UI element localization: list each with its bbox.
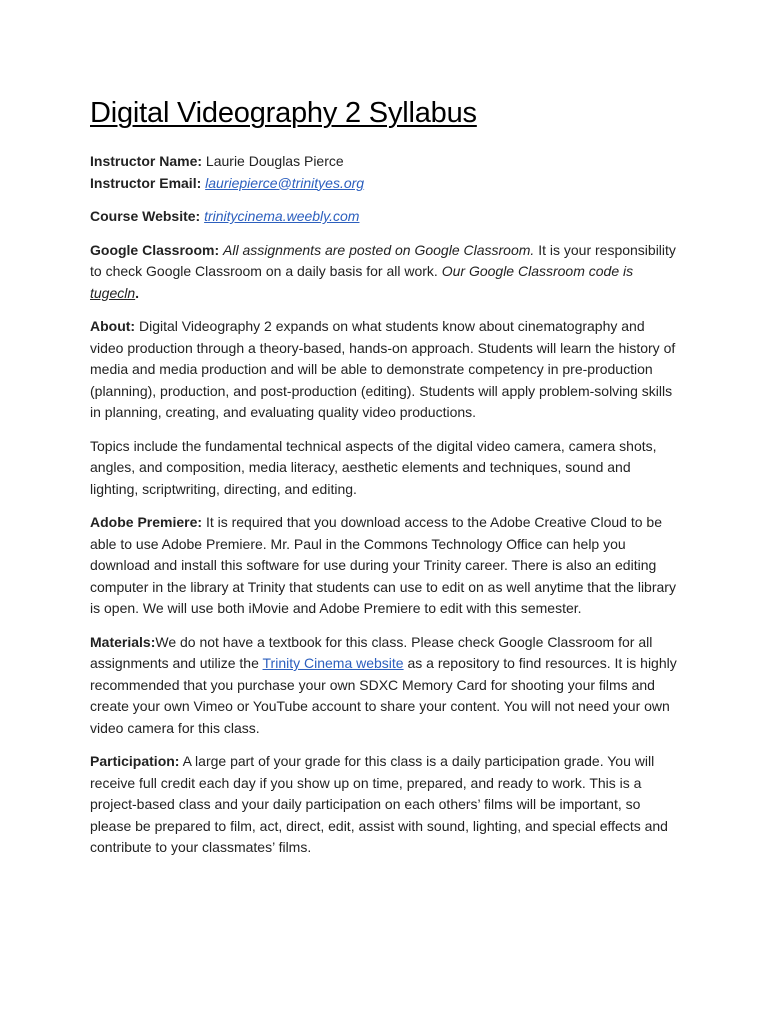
course-website-line (90, 206, 680, 228)
google-classroom-italic-1: All assignments are posted on Google Classroom. (223, 241, 535, 258)
google-classroom-code: tugecln (90, 284, 136, 301)
adobe-premiere-paragraph (90, 512, 680, 620)
topics-paragraph (90, 436, 680, 501)
adobe-premiere-label: Adobe Premiere: (90, 514, 203, 530)
google-classroom-paragraph (90, 240, 680, 305)
instructor-email-link[interactable]: lauriepierce@trinityes.org (205, 174, 365, 191)
materials-label: Materials: (90, 633, 156, 650)
topics-text: Topics include the fundamental technical aspects of the digital video camera, camera shots, angles, and composition, media literacy, aesthetic elements and techniques, sound and lighting, scriptwriting, directing, and editing. (90, 437, 657, 497)
about-paragraph (90, 316, 680, 424)
course-website-link[interactable]: trinitycinema.weebly.com (204, 208, 360, 224)
course-website-label: Course Website: (90, 208, 201, 224)
google-classroom-label: Google Classroom: (90, 241, 220, 258)
materials-text-2: as a repository to find resources. It is highly recommended that you purchase your own SDXC Memory Card for shooting your films and create your own Vimeo or YouTube account to share your content. You will not need your own video camera for this class. (90, 655, 677, 736)
about-label: About: (90, 318, 136, 334)
instructor-email-label: Instructor Email: (90, 174, 202, 191)
instructor-name-label: Instructor Name: (90, 153, 203, 169)
participation-paragraph (90, 751, 680, 859)
trinity-cinema-website-link[interactable]: Trinity Cinema website (262, 655, 404, 671)
instructor-email-line (90, 173, 680, 195)
syllabus-document (90, 95, 680, 871)
instructor-name-value: Laurie Douglas Pierce (205, 153, 344, 169)
google-classroom-end: . (135, 284, 140, 301)
about-text: Digital Videography 2 expands on what students know about cinematography and video production through a theory-based, hands-on approach. Students will learn the history of media and media production and will be able to demonstrate competency in pre-production (planning), production, and post-production (editing). Students will apply problem-solving skills in planning, creating, and evaluating quality video productions. (90, 318, 676, 420)
instructor-name-line (90, 151, 680, 173)
adobe-premiere-text: It is required that you download access to the Adobe Creative Cloud to be able to use Adobe Premiere. Mr. Paul in the Commons Technology Office can help you download and install this software for use during your Trinity career. There is also an editing computer in the library at Trinity that students can use to edit on as well anytime that the library is open. We will use both iMovie and Adobe Premiere to edit with this semester. (90, 514, 676, 616)
google-classroom-italic-2: Our Google Classroom code is (441, 263, 634, 279)
materials-text-1: We do not have a textbook for this class. Please check Google Classroom for all assignments and utilize the (90, 633, 653, 671)
google-classroom-text-1: It is your responsibility to check Google Classroom on a daily basis for all work. (90, 241, 676, 279)
participation-label: Participation: (90, 753, 180, 769)
materials-paragraph (90, 632, 680, 740)
document-title: Digital Videography 2 Syllabus (90, 97, 477, 129)
participation-text: A large part of your grade for this class is a daily participation grade. You will receive full credit each day if you show up on time, prepared, and ready to work. This is a project-based class and your daily participation on each others’ films will be important, so please be prepared to film, act, direct, edit, assist with sound, lighting, and special effects and contribute to your classmates’ films. (90, 753, 668, 855)
